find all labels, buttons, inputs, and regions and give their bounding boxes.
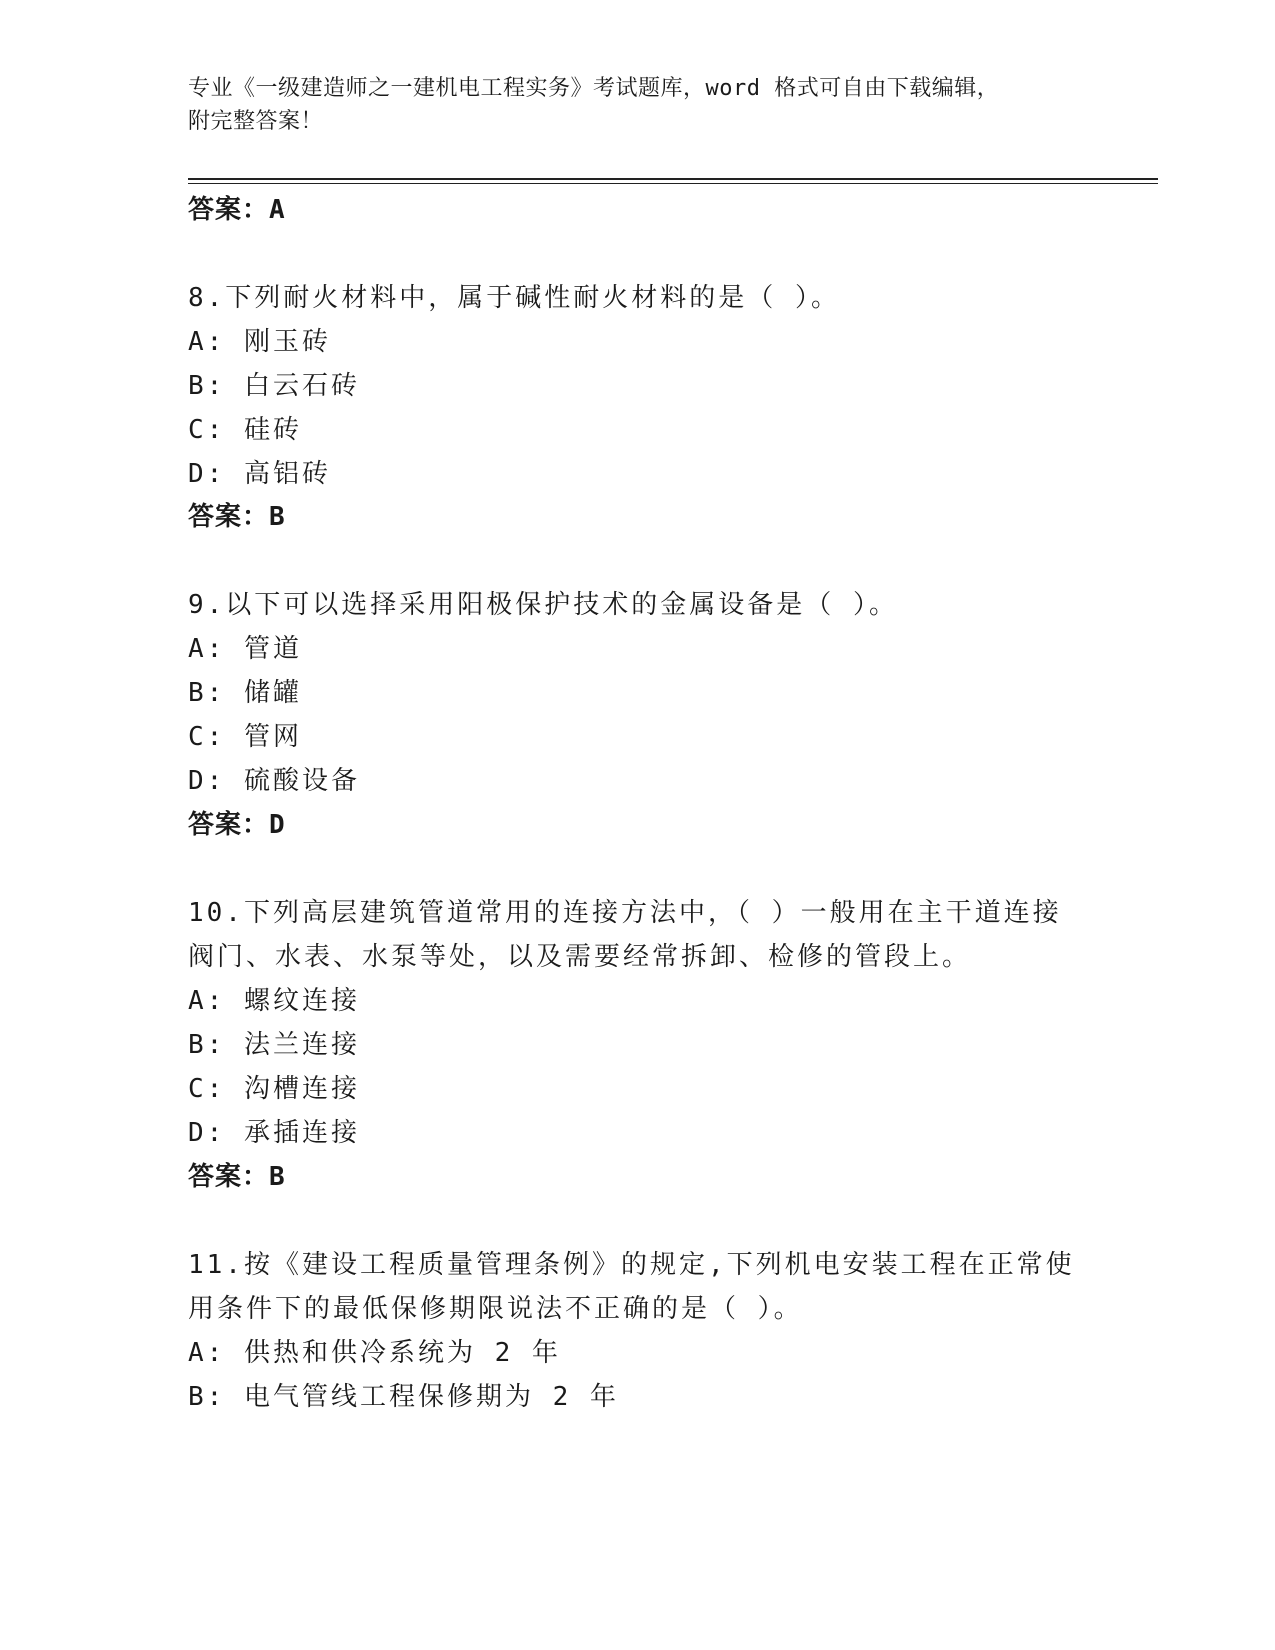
question-10-stem-line-1: 10.下列高层建筑管道常用的连接方法中，（ ）一般用在主干道连接 [188,898,1062,928]
question-10-option-b: B: 法兰连接 [188,1030,360,1060]
question-10-option-a: A: 螺纹连接 [188,986,360,1016]
header-divider [188,178,1158,180]
question-8-option-b: B: 白云石砖 [188,371,360,401]
question-10-option-d: D: 承插连接 [188,1118,360,1148]
question-11-option-b: B: 电气管线工程保修期为 2 年 [188,1382,619,1412]
question-9-option-d: D: 硫酸设备 [188,766,360,796]
answer-previous: 答案：A [188,195,286,225]
question-9-answer: 答案：D [188,810,286,840]
question-10-stem-line-2: 阀门、水表、水泵等处，以及需要经常拆卸、检修的管段上。 [188,942,972,972]
header-line-1: 专业《一级建造师之一建机电工程实务》考试题库，word 格式可自由下载编辑， [188,76,1000,101]
question-8-option-a: A: 刚玉砖 [188,327,331,357]
question-11-stem-line-1: 11.按《建设工程质量管理条例》的规定,下列机电安装工程在正常使 [188,1250,1075,1280]
question-8-stem: 8.下列耐火材料中，属于碱性耐火材料的是（ ）。 [188,283,840,313]
header-divider-thin [188,183,1158,184]
question-10-answer: 答案：B [188,1162,286,1192]
question-8-answer: 答案：B [188,502,286,532]
question-10-option-c: C: 沟槽连接 [188,1074,360,1104]
question-11-stem-line-2: 用条件下的最低保修期限说法不正确的是（ ）。 [188,1294,803,1324]
question-11-option-a: A: 供热和供冷系统为 2 年 [188,1338,561,1368]
question-9-option-b: B: 储罐 [188,678,302,708]
question-9-stem: 9.以下可以选择采用阳极保护技术的金属设备是（ ）。 [188,590,898,620]
header-line-2: 附完整答案！ [188,109,324,134]
question-8-option-c: C: 硅砖 [188,415,302,445]
question-8-option-d: D: 高铝砖 [188,459,331,489]
question-9-option-c: C: 管网 [188,722,302,752]
document-header [188,72,1088,138]
question-9-option-a: A: 管道 [188,634,302,664]
